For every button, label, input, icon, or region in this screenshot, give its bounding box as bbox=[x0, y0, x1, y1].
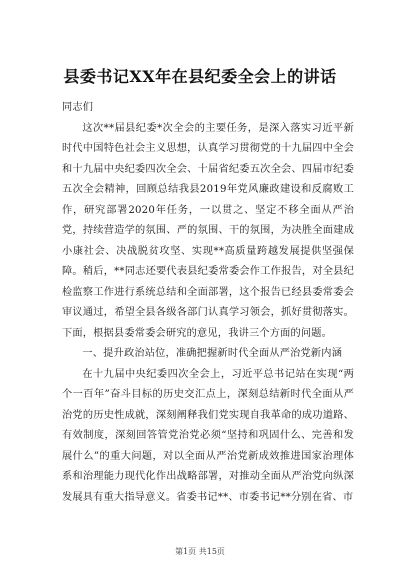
paragraph-section-1: 在十九届中央纪委四次全会上，习近平总书记站在实现“两个一百年”奋斗目标的历史交汇点上，深刻总结新时代全面从严治党的历史性成就，深刻阐释我们党实现自我革命的成功道路、有效制度，深刻回答管党治党必须“坚持和巩固什么、完善和发展什么”的重大问题，对以全面从严治党新成效推进国家治理体系和治理能力现代化作出战略部署，对推动全面从严治党向纵深发展具有重大指导意义。省委书记**、市委书记**分别在省、市 bbox=[62, 368, 354, 503]
paragraph-intro: 这次**届县纪委*次全会的主要任务，是深入落实习近平新时代中国特色社会主义思想，认真学习贯彻党的十九届四中全会和十九届中央纪委四次全会、十届省纪委五次全会、四届市纪委五次全会精神，回顾总结我县2019年党风廉政建设和反腐败工作，研究部署2020年任务，一以贯之、坚定不移全面从严治党，持续营造学的氛围、严的氛围、干的氛围，为决胜全面建成小康社会、决战脱贫攻坚、实现**高质量跨越发展提供坚强保障。稍后，**同志还要代表县纪委常委会作工作报告，对全县纪检监察工作进行系统总结和全面部署，这个报告已经县委常委会审议通过，希望全县各级各部门认真学习领会，抓好贯彻落实。下面，根据县委常委会研究的意见，我讲三个方面的问题。 bbox=[62, 122, 354, 339]
page-footer: 第1页 共15页 bbox=[175, 547, 225, 556]
document-body bbox=[62, 98, 354, 508]
salutation: 同志们 bbox=[62, 102, 94, 113]
section-heading-1: 一、提升政治站位，准确把握新时代全面从严治党新内涵 bbox=[82, 348, 343, 359]
document-title: 县委书记XX年在县纪委全会上的讲话 bbox=[63, 67, 337, 86]
